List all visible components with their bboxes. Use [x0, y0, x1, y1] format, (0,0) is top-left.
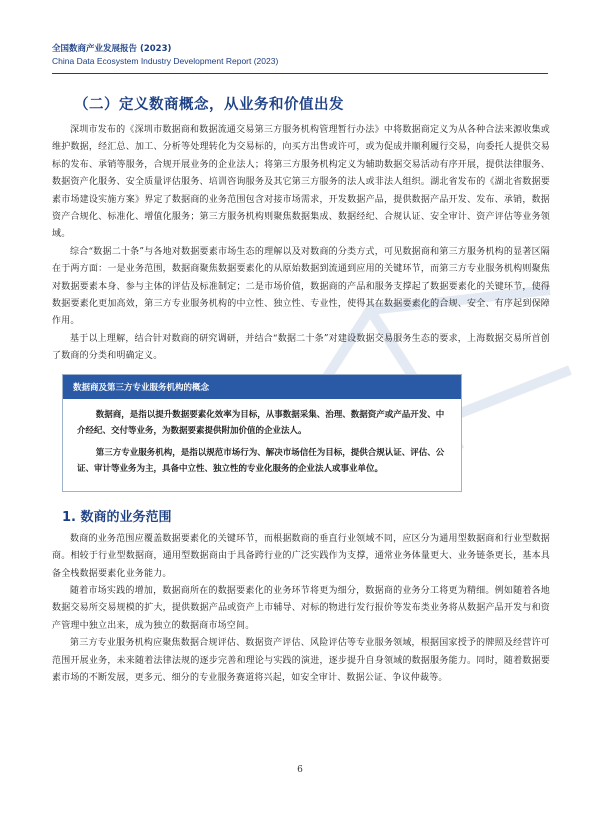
- subsection-paragraph: 第三方专业服务机构应聚焦数据合规评估、数据资产评估、风险评估等专业服务领域，根据国家授予的牌照及经营许可范围开展业务，未来随着法律法规的逐步完善和理论与实践的演进，逐步提升自身领域的数据服务能力。同时，随着数据要素市场的不断发展，更多元、细分的专业服务赛道将兴起，如安全审计、数据公证、争议仲裁等。: [52, 638, 550, 683]
- definition-data-merchant: 数据商，是指以提升数据要素化效率为目标，从事数据采集、治理、数据资产或产品开发、中介经纪、交付等业务，为数据要素提供附加价值的企业法人。: [77, 409, 445, 436]
- definition-box-title: 数据商及第三方专业服务机构的概念: [63, 375, 461, 399]
- definition-third-party: 第三方专业服务机构，是指以规范市场行为、解决市场信任为目标，提供合规认证、评估、公证、审计等业务为主，具备中立性、独立性的专业化服务的企业法人或事业单位。: [77, 447, 445, 474]
- report-title-en: China Data Ecosystem Industry Development Report (2023): [52, 56, 279, 66]
- running-header: [52, 43, 278, 68]
- subsection-paragraph: 随着市场实践的增加，数据商所在的数据要素化的业务环节将更为细分，数据商的业务分工将更为精细。例如随着各地数据交易所交易规模的扩大，提供数据产品或资产上市辅导、对标的物进行发行报价等发布类业务将从数据产品开发与和资产管理中独立出来，成为独立的数据商市场空间。: [52, 585, 550, 631]
- section-title: （二）定义数商概念，从业务和价值出发: [74, 97, 344, 113]
- report-title-cn: 全国数商产业发展报告 (2023): [52, 44, 172, 54]
- header-divider: [52, 73, 548, 74]
- section-paragraph: 基于以上理解，结合针对数商的研究调研，并结合“数据二十条”对建设数据交易服务生态的要求，上海数据交易所首创了数商的分类和明确定义。: [52, 333, 550, 362]
- definition-box: [62, 374, 462, 492]
- subsection-paragraph: 数商的业务范围应覆盖数据要素化的关键环节，而根据数商的垂直行业领域不同，应区分为通用型数据商和行业型数据商。相较于行业型数据商，通用型数据商由于具备跨行业的广泛实践作为支撑，通常业务体量更大、业务链条更长，基本具备全栈数据要素化业务能力。: [52, 533, 550, 579]
- section-paragraph: 综合“数据二十条”与各地对数据要素市场生态的理解以及对数商的分类方式，可见数据商和第三方服务机构的显著区隔在于两方面：一是业务范围，数据商聚焦数据要素化的从原始数据到流通到应用的关键环节，而第三方专业服务机构则聚焦对数据要素本身、参与主体的评估及标准制定；二是市场价值，数据商的产品和服务支撑起了数据要素化的关键环节，使得数据要素化更加高效，第三方专业服务机构的中立性、独立性、专业性，使得其在数据要素化的合规、安全、有序起到保障作用。: [52, 246, 550, 327]
- subsection-title: 1. 数商的业务范围: [62, 509, 172, 525]
- section-paragraph: 深圳市发布的《深圳市数据商和数据流通交易第三方服务机构管理暂行办法》中将数据商定义为从各种合法来源收集或维护数据，经汇总、加工、分析等处理转化为交易标的，向买方出售或许可，或为促成并顺利履行交易，向委托人提供交易标的发布、承销等服务，合规开展业务的企业法人；将第三方服务机构定义为辅助数据交易活动有序开展，提供法律服务、数据资产化服务、安全质量评估服务、培训咨询服务及其它第三方服务的法人或非法人组织。湖北省发布的《湖北省数据要素市场建设实施方案》界定了数据商的业务范围包含对接市场需求，开发数据产品，提供数据产品开发、发布、承销，数据资产合规化、标准化、增值化服务；第三方服务机构则聚焦数据集成、数据经纪、合规认证、安全审计、资产评估等业务领域。: [52, 125, 550, 240]
- page-number: 6: [297, 765, 303, 775]
- main-content: [52, 93, 550, 687]
- definition-box-body: [63, 399, 461, 491]
